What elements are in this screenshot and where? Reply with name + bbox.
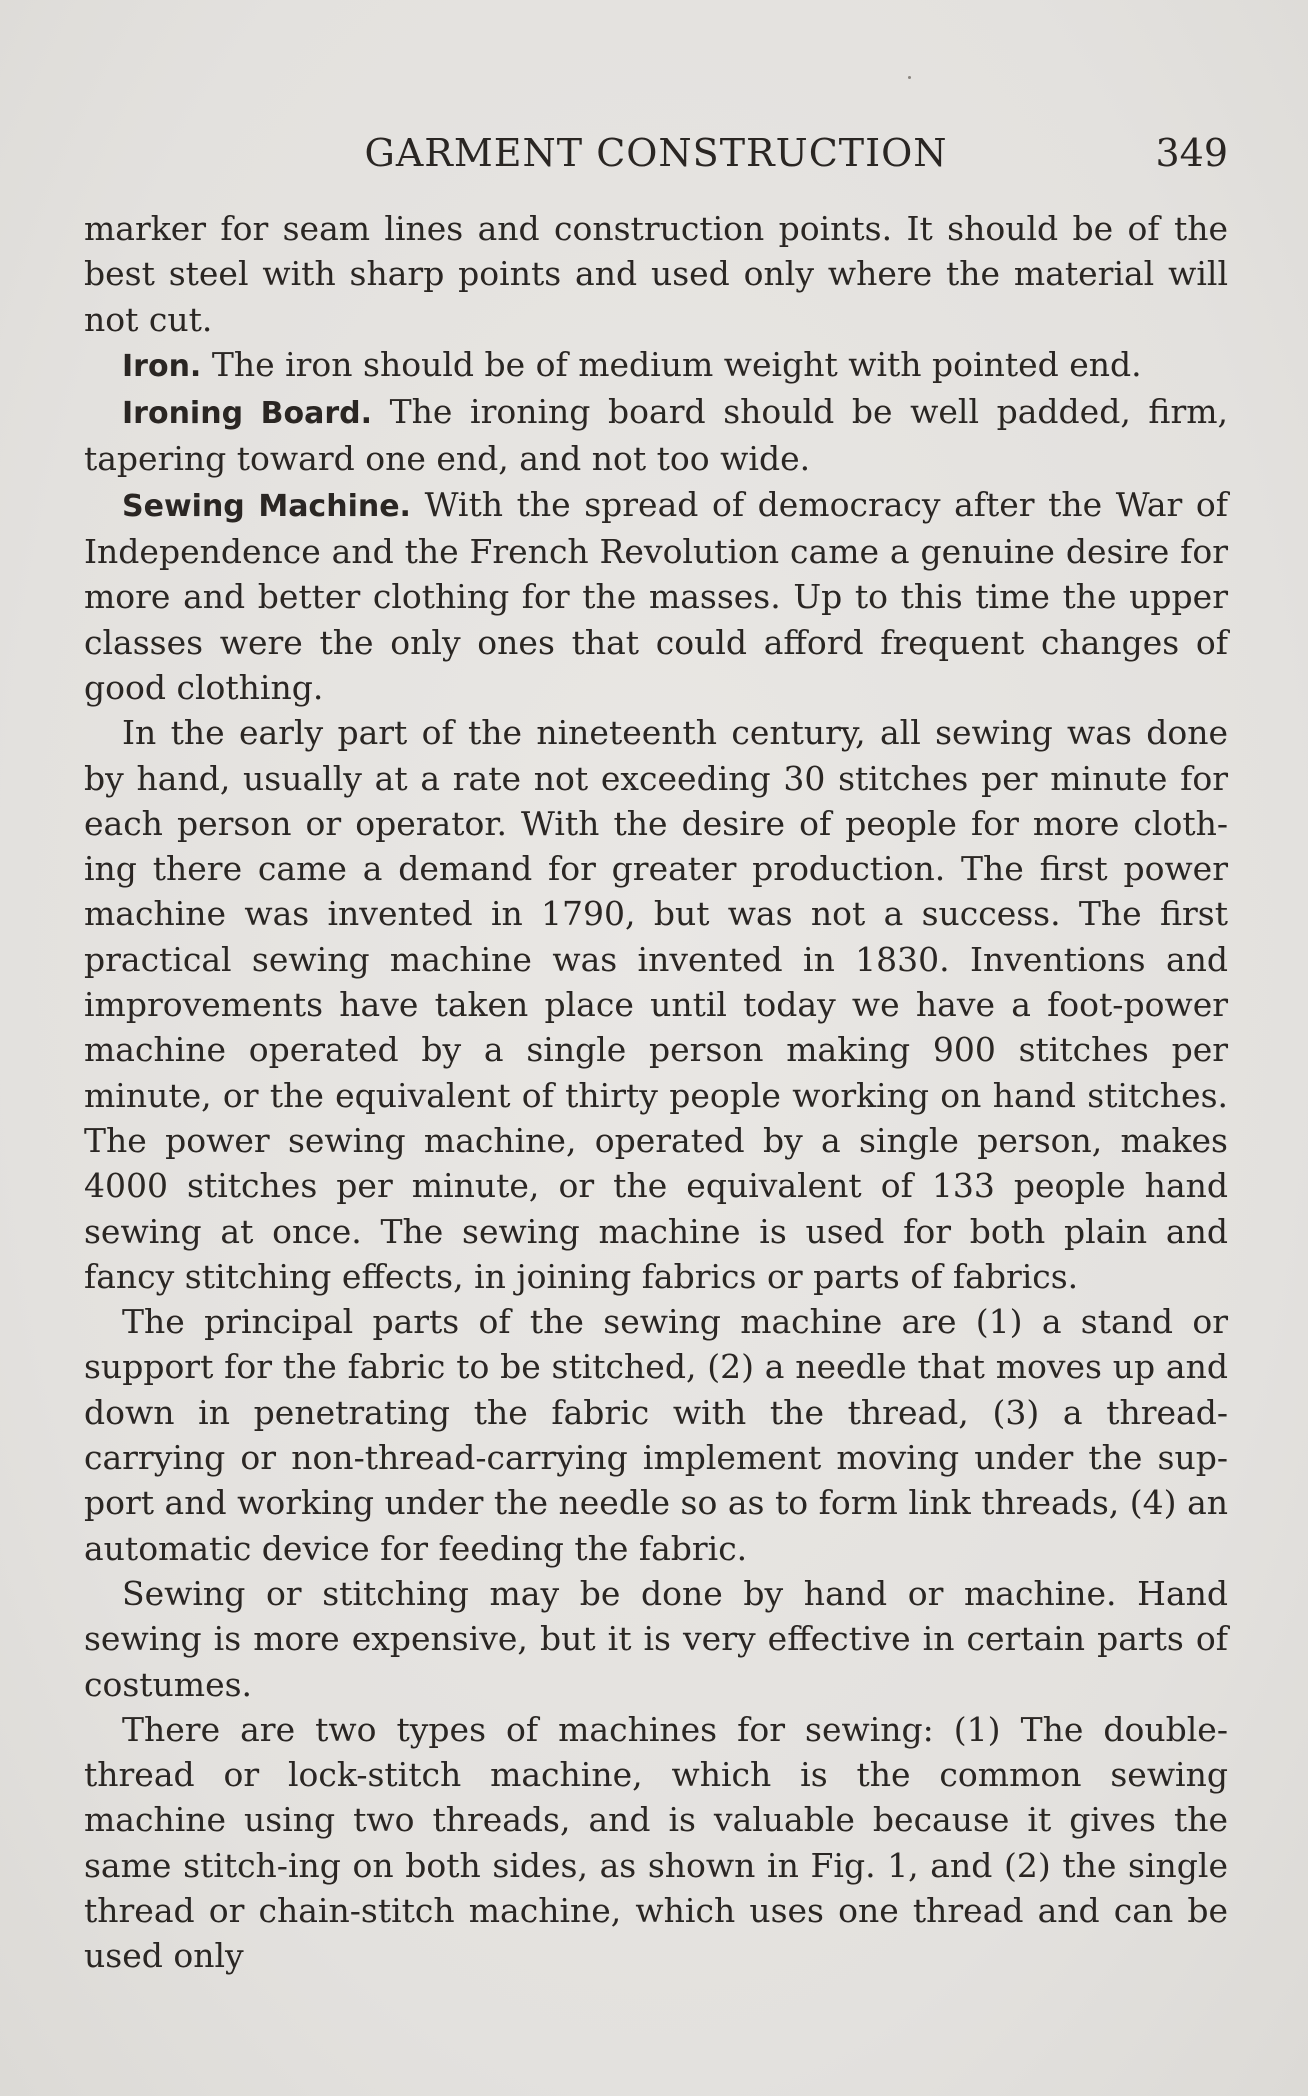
paragraph-ironing-board <box>84 389 1228 482</box>
paragraph-text: marker for seam lines and construction points. It should be of the best steel with sharp points and used only where the material will not cut. <box>84 209 1228 339</box>
paragraph-text: The iron should be of medium weight with pointed end. <box>201 344 1142 384</box>
paragraph-text: Sewing or stitching may be done by hand or machine. Hand sewing is more expensive, but it is very effective in certain parts of costumes. <box>84 1573 1228 1704</box>
paragraph <box>84 710 1228 1299</box>
paragraph-text: With the spread of democracy after the War of Independence and the French Revolution came a genuine desire for more and better clothing for the masses. Up to this time the upper classes were the only ones that could afford frequent changes of good clothing. <box>84 484 1228 707</box>
running-head <box>84 128 1228 178</box>
page-number: 349 <box>1155 131 1228 175</box>
paragraph-continued <box>84 206 1228 342</box>
paragraph-text: The principal parts of the sewing machine are (1) a stand or support for the fabric to be stitched, (2) a needle that moves up and down in penetrating the fabric with the thread, (3) a thread-carrying or non-thread-carrying implement moving under the sup-port and working under the needle so as to form link threads, (4) an automatic device for feeding the fabric. <box>84 1302 1228 1568</box>
paragraph-text: The ironing board should be well padded, firm, tapering toward one end, and not too wide. <box>84 392 1229 479</box>
run-in-heading: Sewing Machine. <box>122 488 411 524</box>
running-title: GARMENT CONSTRUCTION <box>364 131 948 175</box>
paragraph-sewing-machine <box>84 482 1228 710</box>
paragraph-text: In the early part of the nineteenth century, all sewing was done by hand, usually at a rate not exceeding 30 stitches per minute for each person or operator. With the desire of people for more cloth-ing there came a demand for greater production. The first power machine was invented in 1790, but was not a success. The first practical sewing machine was invented in 1830. Inventions and improvements have taken place until today we have a foot-power machine operated by a single person making 900 stitches per minute, or the equivalent of thirty people working on hand stitches. The power sewing machine, operated by a single person, makes 4000 stitches per minute, or the equivalent of 133 people hand sewing at once. The sewing machine is used for both plain and fancy stitching effects, in joining fabrics or parts of fabrics. <box>84 713 1228 1296</box>
run-in-heading: Iron. <box>122 348 202 384</box>
paragraph <box>84 1571 1228 1707</box>
paper-speck <box>908 76 911 79</box>
paragraph <box>84 1299 1228 1571</box>
paragraph-text: There are two types of machines for sewing: (1) The double-thread or lock-stitch machine, which is the common sewing machine using two threads, and is valuable because it gives the same stitch-ing on both sides, as shown in Fig. 1, and (2) the single thread or chain-stitch machine, which uses one thread and can be used only <box>84 1709 1228 1976</box>
run-in-heading: Ironing Board. <box>122 396 373 432</box>
paragraph-iron <box>84 342 1228 389</box>
paragraph <box>84 1707 1228 1979</box>
body-text <box>84 206 1228 1979</box>
